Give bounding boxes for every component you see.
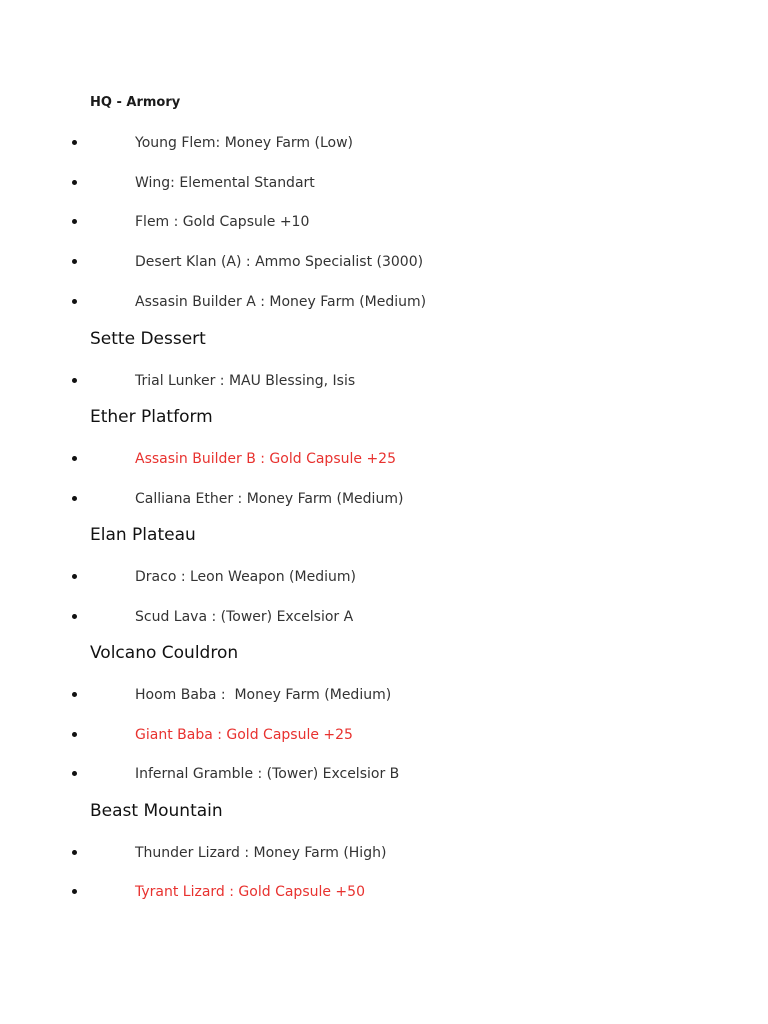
list-item-text: Calliana Ether : Money Farm (Medium) (135, 491, 404, 507)
list-item-text: Thunder Lizard : Money Farm (High) (135, 845, 387, 861)
list-item-text: Infernal Gramble : (Tower) Excelsior B (135, 766, 400, 782)
list-item (0, 883, 768, 901)
list-item-text: Hoom Baba : Money Farm (Medium) (135, 687, 392, 703)
bullet-icon (72, 850, 77, 855)
list-item (0, 253, 768, 271)
bullet-icon (72, 299, 77, 304)
list-item (0, 134, 768, 152)
list-item-text-highlighted: Giant Baba : Gold Capsule +25 (135, 727, 353, 743)
bullet-icon (72, 456, 77, 461)
list-item (0, 844, 768, 862)
section-title-beast-mountain: Beast Mountain (90, 801, 223, 821)
bullet-icon (72, 889, 77, 894)
section-title-sette-dessert: Sette Dessert (90, 329, 206, 349)
section-title-volcano-couldron: Volcano Couldron (90, 643, 239, 663)
bullet-icon (72, 140, 77, 145)
list-item (0, 726, 768, 744)
section-title-elan-plateau: Elan Plateau (90, 525, 196, 545)
list-item-text-highlighted: Tyrant Lizard : Gold Capsule +50 (135, 884, 365, 900)
list-item (0, 213, 768, 231)
bullet-icon (72, 496, 77, 501)
list-item (0, 490, 768, 508)
bullet-icon (72, 219, 77, 224)
list-item-text: Wing: Elemental Standart (135, 175, 315, 191)
list-item (0, 450, 768, 468)
bullet-icon (72, 378, 77, 383)
section-title-hq-armory: HQ - Armory (90, 95, 181, 110)
list-item (0, 293, 768, 311)
list-item (0, 568, 768, 586)
list-item-text: Assasin Builder A : Money Farm (Medium) (135, 294, 427, 310)
list-item-text: Flem : Gold Capsule +10 (135, 214, 310, 230)
list-item (0, 686, 768, 704)
list-item (0, 174, 768, 192)
list-item (0, 608, 768, 626)
list-item-text: Desert Klan (A) : Ammo Specialist (3000) (135, 254, 424, 270)
section-title-ether-platform: Ether Platform (90, 407, 213, 427)
list-item-text: Trial Lunker : MAU Blessing, Isis (135, 373, 356, 389)
list-item (0, 765, 768, 783)
list-item (0, 372, 768, 390)
bullet-icon (72, 732, 77, 737)
list-item-text-highlighted: Assasin Builder B : Gold Capsule +25 (135, 451, 396, 467)
list-item-text: Draco : Leon Weapon (Medium) (135, 569, 356, 585)
bullet-icon (72, 259, 77, 264)
bullet-icon (72, 771, 77, 776)
bullet-icon (72, 692, 77, 697)
list-item-text: Young Flem: Money Farm (Low) (135, 135, 354, 151)
bullet-icon (72, 614, 77, 619)
bullet-icon (72, 180, 77, 185)
bullet-icon (72, 574, 77, 579)
list-item-text: Scud Lava : (Tower) Excelsior A (135, 609, 354, 625)
